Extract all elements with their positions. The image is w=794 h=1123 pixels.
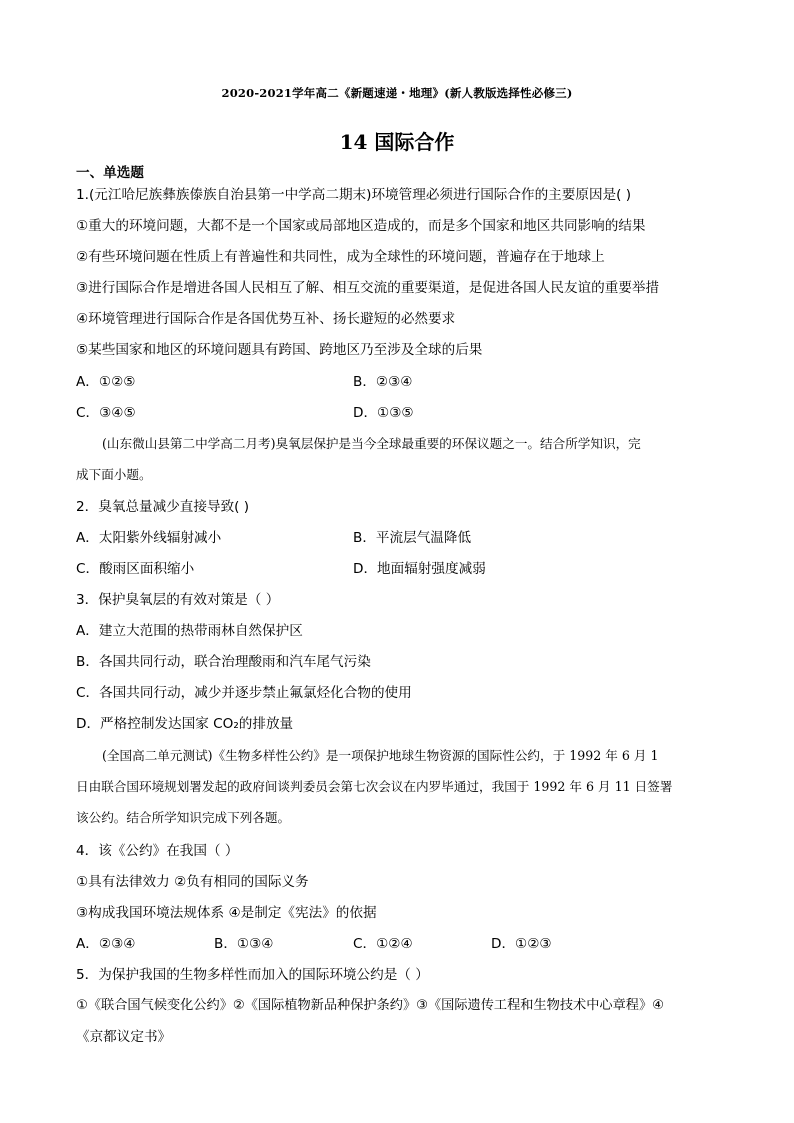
question-1-option-c: C．③④⑤ — [76, 405, 136, 421]
material-2-line-2: 日由联合国环境规划署发起的政府间谈判委员会第七次会议在内罗毕通过，我国于 1992 年 6 月 11 日签署 — [76, 779, 673, 794]
question-4-item-line-2: ③构成我国环境法规体系 ④是制定《宪法》的依据 — [76, 905, 377, 921]
question-5-stem: 5．为保护我国的生物多样性而加入的国际环境公约是（ ） — [76, 967, 429, 983]
material-1-line-2: 成下面小题。 — [76, 467, 152, 482]
question-1-item-5: ⑤某些国家和地区的环境问题具有跨国、跨地区乃至涉及全球的后果 — [76, 342, 483, 358]
material-1-line-1: (山东微山县第二中学高二月考)臭氧层保护是当今全球最重要的环保议题之一。结合所学知识，完 — [102, 436, 641, 451]
question-1-item-2: ②有些环境问题在性质上有普遍性和共同性，成为全球性的环境问题，普遍存在于地球上 — [76, 249, 605, 265]
question-2-option-b: B．平流层气温降低 — [353, 530, 472, 546]
question-3-option-b: B．各国共同行动，联合治理酸雨和汽车尾气污染 — [76, 654, 371, 670]
question-5-line-2: 《京都议定书》 — [76, 1029, 172, 1045]
question-4-option-b: B．①③④ — [214, 936, 274, 952]
question-4-stem: 4．该《公约》在我国（ ） — [76, 843, 239, 859]
question-2-option-c: C．酸雨区面积缩小 — [76, 561, 195, 577]
section-heading: 一、单选题 — [76, 165, 144, 181]
document-subtitle: 14 国际合作 — [339, 130, 455, 154]
question-1-stem: 1.(元江哈尼族彝族傣族自治县第一中学高二期末)环境管理必须进行国际合作的主要原因是( ) — [76, 187, 632, 203]
question-3-stem: 3．保护臭氧层的有效对策是（ ） — [76, 592, 280, 608]
material-2 — [76, 740, 716, 833]
question-2-option-a: A．太阳紫外线辐射减小 — [76, 530, 222, 546]
question-1-item-3: ③进行国际合作是增进各国人民相互了解、相互交流的重要渠道，是促进各国人民友谊的重要举措 — [76, 280, 660, 296]
material-2-line-1: (全国高二单元测试)《生物多样性公约》是一项保护地球生物资源的国际性公约，于 1992 年 6 月 1 — [102, 748, 659, 763]
question-1-item-4: ④环境管理进行国际合作是各国优势互补、扬长避短的必然要求 — [76, 311, 456, 327]
question-1-item-1: ①重大的环境问题，大都不是一个国家或局部地区造成的，而是多个国家和地区共同影响的结果 — [76, 218, 646, 234]
question-2-option-d: D．地面辐射强度减弱 — [353, 561, 486, 577]
question-3-option-c: C．各国共同行动，减少并逐步禁止氟氯烃化合物的使用 — [76, 685, 412, 701]
material-2-line-3: 该公约。结合所学知识完成下列各题。 — [76, 810, 291, 825]
document-title: 2020-2021学年高二《新题速递・地理》(新人教版选择性必修三) — [221, 86, 573, 100]
question-1-option-b: B．②③④ — [353, 374, 413, 390]
question-4-option-c: C．①②④ — [353, 936, 413, 952]
question-1-option-a: A．①②⑤ — [76, 374, 136, 390]
question-2-stem: 2．臭氧总量减少直接导致( ) — [76, 499, 250, 515]
question-4-option-d: D．①②③ — [491, 936, 552, 952]
material-1 — [76, 428, 716, 490]
question-1-option-d: D．①③⑤ — [353, 405, 414, 421]
question-4-option-a: A．②③④ — [76, 936, 136, 952]
question-3-option-d: D．严格控制发达国家 CO₂的排放量 — [76, 716, 294, 732]
question-3-option-a: A．建立大范围的热带雨林自然保护区 — [76, 623, 303, 639]
question-5-line-1: ①《联合国气候变化公约》②《国际植物新品种保护条约》③《国际遗传工程和生物技术中心章程》④ — [76, 998, 664, 1013]
question-4-item-line-1: ①具有法律效力 ②负有相同的国际义务 — [76, 874, 309, 890]
